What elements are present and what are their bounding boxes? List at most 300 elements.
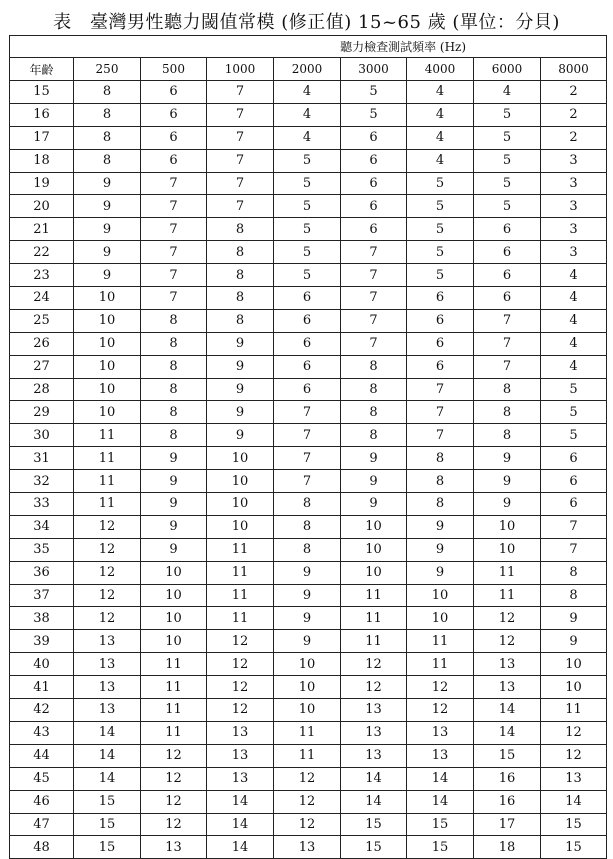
age-cell: 17 [10,126,74,149]
threshold-cell: 5 [541,401,607,424]
threshold-cell: 10 [141,630,207,653]
threshold-cell: 9 [74,195,141,218]
column-header-row [10,58,607,81]
threshold-cell: 5 [474,126,541,149]
threshold-cell: 8 [407,493,474,516]
threshold-cell: 9 [141,470,207,493]
threshold-cell: 10 [74,378,141,401]
table-row [10,767,607,790]
threshold-cell: 11 [141,676,207,699]
threshold-cell: 10 [341,515,407,538]
threshold-cell: 8 [74,149,141,172]
threshold-cell: 9 [74,264,141,287]
threshold-cell: 5 [407,264,474,287]
threshold-cell: 7 [474,332,541,355]
threshold-cell: 8 [407,447,474,470]
age-cell: 26 [10,332,74,355]
age-cell: 19 [10,172,74,195]
threshold-cell: 7 [474,309,541,332]
age-cell: 33 [10,493,74,516]
threshold-cell: 9 [274,584,341,607]
column-header-freq: 500 [141,58,207,81]
table-row [10,332,607,355]
age-cell: 23 [10,264,74,287]
column-header-age: 年齡 [10,58,74,81]
threshold-cell: 8 [207,218,274,241]
threshold-cell: 6 [341,218,407,241]
table-row [10,424,607,447]
threshold-cell: 6 [341,172,407,195]
threshold-cell: 11 [474,584,541,607]
threshold-cell: 7 [274,401,341,424]
threshold-cell: 10 [74,309,141,332]
threshold-cell: 10 [341,538,407,561]
threshold-cell: 7 [474,355,541,378]
threshold-cell: 14 [541,790,607,813]
threshold-cell: 9 [407,561,474,584]
threshold-cell: 6 [274,309,341,332]
threshold-cell: 11 [74,447,141,470]
threshold-cell: 13 [74,630,141,653]
threshold-cell: 6 [474,218,541,241]
age-cell: 16 [10,103,74,126]
threshold-cell: 12 [74,538,141,561]
threshold-cell: 12 [207,653,274,676]
table-row [10,378,607,401]
threshold-cell: 13 [207,744,274,767]
threshold-cell: 6 [541,447,607,470]
column-header-freq: 2000 [274,58,341,81]
threshold-cell: 14 [207,836,274,859]
threshold-cell: 7 [341,309,407,332]
table-row [10,401,607,424]
threshold-cell: 13 [274,836,341,859]
threshold-cell: 9 [407,538,474,561]
threshold-cell: 16 [474,767,541,790]
frequency-group-header-row [10,36,607,58]
threshold-cell: 6 [141,149,207,172]
threshold-cell: 10 [141,561,207,584]
threshold-cell: 15 [407,836,474,859]
threshold-cell: 16 [474,790,541,813]
threshold-cell: 10 [74,401,141,424]
age-cell: 24 [10,287,74,310]
threshold-cell: 6 [407,309,474,332]
threshold-cell: 10 [207,515,274,538]
threshold-cell: 6 [274,332,341,355]
column-header-freq: 1000 [207,58,274,81]
threshold-cell: 8 [407,470,474,493]
table-row [10,81,607,104]
threshold-cell: 3 [541,172,607,195]
threshold-cell: 2 [541,126,607,149]
table-row [10,744,607,767]
threshold-cell: 14 [74,744,141,767]
threshold-cell: 5 [407,218,474,241]
threshold-cell: 5 [474,172,541,195]
threshold-cell: 14 [74,721,141,744]
threshold-cell: 5 [474,195,541,218]
column-header-freq: 250 [74,58,141,81]
threshold-cell: 7 [274,424,341,447]
threshold-cell: 13 [341,744,407,767]
age-cell: 30 [10,424,74,447]
threshold-cell: 15 [74,790,141,813]
threshold-cell: 14 [207,813,274,836]
threshold-cell: 12 [207,676,274,699]
threshold-cell: 4 [541,355,607,378]
threshold-cell: 7 [407,378,474,401]
threshold-cell: 10 [407,584,474,607]
threshold-cell: 8 [74,81,141,104]
threshold-cell: 10 [274,699,341,722]
threshold-cell: 8 [341,355,407,378]
threshold-cell: 12 [74,561,141,584]
threshold-cell: 5 [541,378,607,401]
age-cell: 36 [10,561,74,584]
table-row [10,218,607,241]
threshold-cell: 6 [141,103,207,126]
threshold-cell: 12 [407,699,474,722]
table-row [10,172,607,195]
threshold-cell: 6 [474,241,541,264]
threshold-cell: 8 [541,584,607,607]
threshold-cell: 13 [74,676,141,699]
threshold-cell: 9 [207,424,274,447]
threshold-cell: 4 [407,149,474,172]
threshold-cell: 9 [207,401,274,424]
threshold-cell: 8 [274,493,341,516]
threshold-cell: 5 [274,172,341,195]
threshold-cell: 5 [341,103,407,126]
threshold-cell: 9 [274,561,341,584]
threshold-cell: 11 [141,653,207,676]
threshold-cell: 8 [141,401,207,424]
threshold-cell: 14 [74,767,141,790]
threshold-cell: 9 [141,515,207,538]
table-row [10,470,607,493]
threshold-cell: 10 [207,493,274,516]
threshold-cell: 12 [274,790,341,813]
threshold-cell: 12 [74,515,141,538]
table-row [10,607,607,630]
threshold-cell: 14 [341,767,407,790]
threshold-cell: 12 [74,584,141,607]
threshold-cell: 12 [207,630,274,653]
threshold-cell: 8 [141,378,207,401]
threshold-cell: 11 [74,424,141,447]
column-header-freq: 3000 [341,58,407,81]
threshold-cell: 5 [274,195,341,218]
age-cell: 22 [10,241,74,264]
threshold-cell: 6 [274,378,341,401]
threshold-cell: 11 [341,607,407,630]
threshold-cell: 4 [407,81,474,104]
threshold-cell: 6 [541,470,607,493]
threshold-cell: 10 [541,653,607,676]
age-cell: 34 [10,515,74,538]
threshold-cell: 9 [541,607,607,630]
threshold-cell: 7 [541,538,607,561]
threshold-cell: 12 [141,813,207,836]
table-row [10,309,607,332]
threshold-cell: 9 [541,630,607,653]
threshold-cell: 12 [341,676,407,699]
threshold-cell: 13 [141,836,207,859]
threshold-cell: 10 [141,607,207,630]
hearing-threshold-table [9,35,607,859]
table-row [10,584,607,607]
threshold-cell: 7 [207,81,274,104]
threshold-cell: 13 [341,721,407,744]
age-cell: 31 [10,447,74,470]
table-title: 表 臺灣男性聽力閾值常模 (修正值) 15~65 歲 (單位：分貝) [53,12,560,33]
threshold-cell: 4 [541,264,607,287]
threshold-cell: 10 [74,287,141,310]
threshold-cell: 15 [341,836,407,859]
threshold-cell: 7 [207,103,274,126]
age-cell: 38 [10,607,74,630]
threshold-cell: 14 [341,790,407,813]
age-cell: 35 [10,538,74,561]
threshold-cell: 11 [407,630,474,653]
threshold-cell: 6 [541,493,607,516]
threshold-cell: 5 [274,218,341,241]
threshold-cell: 15 [541,813,607,836]
threshold-cell: 7 [141,172,207,195]
threshold-cell: 13 [474,676,541,699]
column-header-freq: 8000 [541,58,607,81]
threshold-cell: 3 [541,149,607,172]
table-row [10,630,607,653]
threshold-cell: 9 [274,607,341,630]
threshold-cell: 4 [274,81,341,104]
threshold-cell: 4 [474,81,541,104]
age-cell: 18 [10,149,74,172]
threshold-cell: 7 [341,241,407,264]
age-cell: 15 [10,81,74,104]
threshold-cell: 13 [541,767,607,790]
threshold-cell: 7 [141,241,207,264]
age-cell: 27 [10,355,74,378]
threshold-cell: 4 [541,309,607,332]
threshold-cell: 10 [341,561,407,584]
table-row [10,287,607,310]
threshold-cell: 10 [207,470,274,493]
threshold-cell: 5 [541,424,607,447]
threshold-cell: 8 [74,103,141,126]
threshold-cell: 11 [74,493,141,516]
age-cell: 29 [10,401,74,424]
threshold-cell: 2 [541,81,607,104]
threshold-cell: 4 [541,332,607,355]
threshold-cell: 10 [141,584,207,607]
threshold-cell: 5 [407,241,474,264]
threshold-cell: 8 [141,309,207,332]
threshold-cell: 12 [474,607,541,630]
column-header-freq: 6000 [474,58,541,81]
threshold-cell: 5 [274,149,341,172]
threshold-cell: 11 [207,584,274,607]
threshold-cell: 11 [407,653,474,676]
threshold-cell: 6 [407,332,474,355]
table-row [10,195,607,218]
threshold-cell: 7 [141,264,207,287]
threshold-cell: 12 [274,767,341,790]
threshold-cell: 3 [541,218,607,241]
threshold-cell: 5 [407,172,474,195]
threshold-cell: 5 [407,195,474,218]
threshold-cell: 8 [207,309,274,332]
table-row [10,676,607,699]
threshold-cell: 7 [141,287,207,310]
threshold-cell: 12 [474,630,541,653]
table-row [10,149,607,172]
threshold-cell: 9 [341,447,407,470]
threshold-cell: 9 [474,493,541,516]
threshold-cell: 11 [274,744,341,767]
threshold-cell: 12 [74,607,141,630]
threshold-cell: 11 [341,630,407,653]
table-row [10,447,607,470]
threshold-cell: 7 [207,195,274,218]
threshold-cell: 7 [207,126,274,149]
threshold-cell: 9 [207,332,274,355]
threshold-cell: 6 [341,126,407,149]
threshold-cell: 9 [207,378,274,401]
threshold-cell: 18 [474,836,541,859]
threshold-cell: 7 [274,470,341,493]
threshold-cell: 7 [541,515,607,538]
threshold-cell: 13 [474,653,541,676]
threshold-cell: 8 [341,401,407,424]
age-cell: 32 [10,470,74,493]
table-row [10,653,607,676]
threshold-cell: 10 [541,676,607,699]
threshold-cell: 12 [141,744,207,767]
threshold-cell: 15 [474,744,541,767]
table-row [10,355,607,378]
threshold-cell: 12 [141,767,207,790]
threshold-cell: 5 [274,241,341,264]
threshold-cell: 7 [341,287,407,310]
threshold-cell: 14 [474,699,541,722]
threshold-cell: 12 [407,676,474,699]
threshold-cell: 13 [74,653,141,676]
age-cell: 20 [10,195,74,218]
table-row [10,103,607,126]
threshold-cell: 14 [407,790,474,813]
threshold-cell: 5 [474,149,541,172]
threshold-cell: 9 [274,630,341,653]
threshold-cell: 13 [407,744,474,767]
threshold-cell: 4 [407,126,474,149]
threshold-cell: 9 [341,493,407,516]
threshold-cell: 9 [74,218,141,241]
threshold-cell: 6 [141,81,207,104]
table-row [10,126,607,149]
age-cell: 46 [10,790,74,813]
threshold-cell: 6 [407,355,474,378]
age-cell: 37 [10,584,74,607]
threshold-cell: 4 [274,126,341,149]
threshold-cell: 7 [207,149,274,172]
threshold-cell: 10 [74,355,141,378]
threshold-cell: 13 [74,699,141,722]
threshold-cell: 9 [74,241,141,264]
threshold-cell: 11 [274,721,341,744]
threshold-cell: 11 [341,584,407,607]
threshold-cell: 4 [407,103,474,126]
threshold-cell: 9 [141,538,207,561]
age-cell: 39 [10,630,74,653]
threshold-cell: 13 [207,721,274,744]
threshold-cell: 4 [541,287,607,310]
age-cell: 21 [10,218,74,241]
threshold-cell: 6 [274,355,341,378]
threshold-cell: 7 [141,218,207,241]
threshold-cell: 15 [341,813,407,836]
threshold-cell: 5 [274,264,341,287]
threshold-cell: 7 [407,401,474,424]
threshold-cell: 6 [407,287,474,310]
threshold-cell: 11 [207,607,274,630]
threshold-cell: 8 [207,264,274,287]
threshold-cell: 8 [474,424,541,447]
threshold-cell: 9 [207,355,274,378]
age-cell: 28 [10,378,74,401]
threshold-cell: 15 [407,813,474,836]
threshold-cell: 7 [341,332,407,355]
threshold-cell: 10 [207,447,274,470]
threshold-cell: 8 [474,378,541,401]
threshold-cell: 6 [474,287,541,310]
threshold-cell: 10 [407,607,474,630]
threshold-cell: 8 [341,424,407,447]
threshold-cell: 11 [474,561,541,584]
threshold-cell: 6 [341,195,407,218]
threshold-cell: 12 [141,790,207,813]
threshold-cell: 2 [541,103,607,126]
threshold-cell: 8 [74,126,141,149]
threshold-cell: 12 [274,813,341,836]
table-row [10,561,607,584]
threshold-cell: 3 [541,195,607,218]
threshold-cell: 6 [341,149,407,172]
threshold-cell: 8 [341,378,407,401]
threshold-cell: 6 [474,264,541,287]
threshold-cell: 13 [207,767,274,790]
threshold-cell: 8 [141,424,207,447]
threshold-cell: 7 [341,264,407,287]
threshold-cell: 17 [474,813,541,836]
threshold-cell: 14 [474,721,541,744]
age-cell: 42 [10,699,74,722]
age-cell: 45 [10,767,74,790]
threshold-cell: 3 [541,241,607,264]
column-header-freq: 4000 [407,58,474,81]
table-row [10,493,607,516]
threshold-cell: 8 [274,515,341,538]
threshold-cell: 8 [541,561,607,584]
threshold-cell: 11 [74,470,141,493]
table-row [10,699,607,722]
threshold-cell: 9 [341,470,407,493]
threshold-cell: 15 [74,813,141,836]
threshold-cell: 6 [141,126,207,149]
threshold-cell: 11 [541,699,607,722]
age-cell: 41 [10,676,74,699]
